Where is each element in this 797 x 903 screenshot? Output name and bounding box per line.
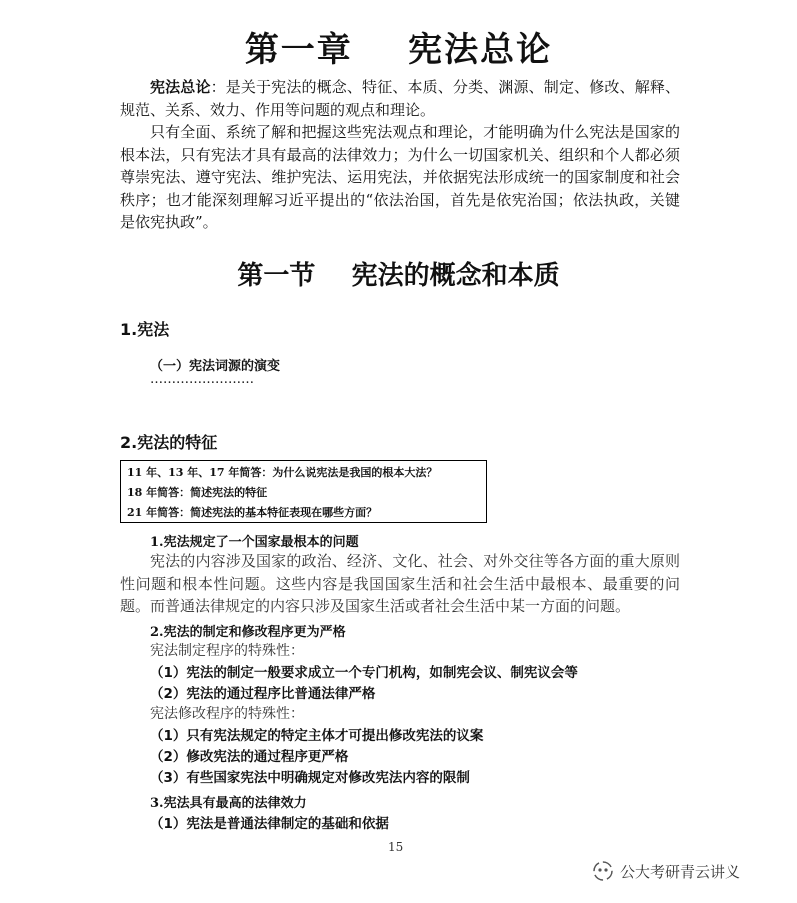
ellipsis: …………………… xyxy=(150,372,254,387)
amend-item: （3）有些国家宪法中明确规定对修改宪法内容的限制 xyxy=(150,770,470,786)
subheading-constitution: 1.宪法 xyxy=(120,320,170,339)
chapter-title: 第一章 宪法总论 xyxy=(244,30,553,70)
watermark-text: 公大考研青云讲义 xyxy=(620,862,741,881)
intro-definition xyxy=(120,76,680,121)
exam-question-box xyxy=(120,460,487,523)
amend-item: （2）修改宪法的通过程序更严格 xyxy=(150,749,349,765)
enact-label: 宪法制定程序的特殊性： xyxy=(150,643,304,659)
amend-item: （1）只有宪法规定的特定主体才可提出修改宪法的议案 xyxy=(150,728,484,744)
point-1-body: 宪法的内容涉及国家的政治、经济、文化、社会、对外交往等各方面的重大原则性问题和根本性问题。这些内容是我国国家生活和社会生活中最根本、最重要的问题。而普通法律规定的内容只涉及国家生活或者社会生活中某一方面的问题。 xyxy=(120,552,680,615)
point-3-item: （1）宪法是普通法律制定的基础和依据 xyxy=(150,816,389,832)
subitem-etymology: （一）宪法词源的演变 xyxy=(150,359,281,374)
intro-definition-text: ：是关于宪法的概念、特征、本质、分类、渊源、制定、修改、解释、规范、关系、效力、作用等问题的观点和理论。 xyxy=(120,78,680,119)
wechat-icon xyxy=(592,860,614,882)
intro-paragraph-2: 只有全面、系统了解和把握这些宪法观点和理论，才能明确为什么宪法是国家的根本法，只有宪法才具有最高的法律效力；为什么一切国家机关、组织和个人都必须尊崇宪法、遵守宪法、维护宪法、运用宪法，并依据宪法形成统一的国家制度和社会秩序；也才能深刻理解习近平提出的“依法治国，首先是依宪治国；依法执政，关键是依宪执政”。 xyxy=(120,123,680,231)
subheading-features: 2.宪法的特征 xyxy=(120,433,218,452)
enact-item: （2）宪法的通过程序比普通法律严格 xyxy=(150,686,376,702)
enact-item: （1）宪法的制定一般要求成立一个专门机构，如制宪会议、制宪议会等 xyxy=(150,665,578,681)
point-1-title: 1.宪法规定了一个国家最根本的问题 xyxy=(150,535,359,550)
exam-question: 18 年简答：简述宪法的特征 xyxy=(127,486,268,499)
page-number: 15 xyxy=(388,840,404,854)
exam-question: 11 年、13 年、17 年简答：为什么说宪法是我国的根本大法？ xyxy=(127,466,438,479)
exam-question: 21 年简答：简述宪法的基本特征表现在哪些方面？ xyxy=(127,506,378,519)
watermark xyxy=(592,860,740,882)
intro-term: 宪法总论 xyxy=(150,78,211,96)
point-2-title: 2.宪法的制定和修改程序更为严格 xyxy=(150,625,346,640)
section-title: 第一节 宪法的概念和本质 xyxy=(237,261,560,291)
point-3-title: 3.宪法具有最高的法律效力 xyxy=(150,796,307,811)
amend-label: 宪法修改程序的特殊性： xyxy=(150,706,304,722)
